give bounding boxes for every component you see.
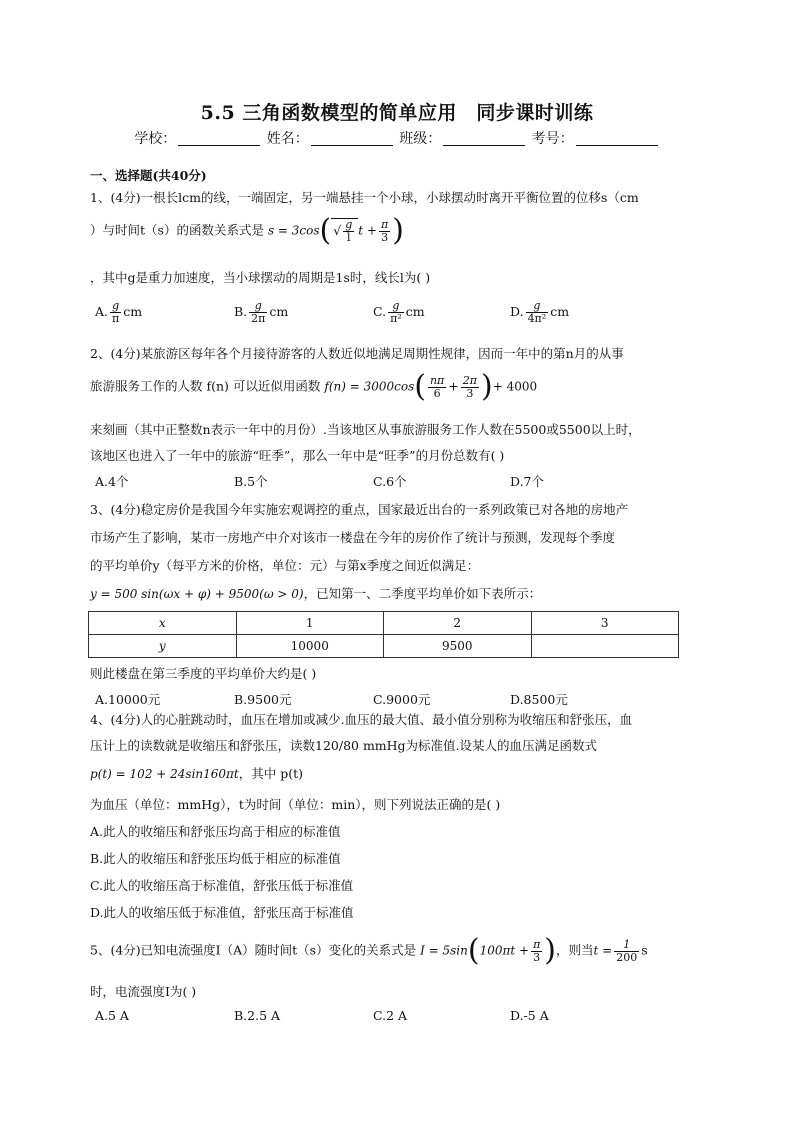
exam-no-blank[interactable]: [576, 131, 658, 146]
q5-formula-close-paren: ): [544, 933, 557, 968]
q1-option-c-num: g: [388, 300, 404, 313]
q2-option-b[interactable]: B.5个: [234, 474, 268, 489]
q1-formula-pi-over-3: $\frac{\pi}{3}$: [380, 217, 389, 244]
class-blank[interactable]: [443, 131, 525, 146]
q1-option-d-num: g: [526, 300, 549, 313]
q4-line-4: 为血压（单位：mmHg），t为时间（单位：min），则下列说法正确的是( ): [90, 797, 501, 812]
school-label: 学校：: [134, 131, 177, 147]
q1-option-c-label: C.: [373, 304, 387, 319]
table-cell: [531, 635, 679, 658]
q5-formula-lhs: I = 5sin: [420, 943, 468, 958]
q5-t-num: 1: [614, 939, 639, 952]
q5-option-a[interactable]: A.5 A: [95, 1008, 129, 1023]
table-row: [89, 612, 679, 635]
q1-option-c-den: π²: [390, 312, 402, 325]
q5-line-1-mid: ，则当: [556, 942, 594, 958]
q4-line-3-text: ，其中 p(t): [238, 766, 304, 781]
q3-option-a[interactable]: A.10000元: [95, 692, 161, 707]
q1-option-d-label: D.: [510, 304, 524, 319]
class-label: 班级：: [399, 131, 442, 147]
student-info-line: [0, 128, 794, 148]
q2-formula-frac-2: $\frac{2\pi}{3}$: [462, 373, 477, 400]
q5-t-frac: [614, 939, 639, 964]
q1-option-a-label: A.: [95, 304, 109, 319]
q3-formula: y = 500 sin(ωx + φ) + 9500(ω > 0): [90, 587, 304, 601]
page-title: 5.5 三角函数模型的简单应用 同步课时训练: [200, 102, 594, 124]
q4-line-1: 4、(4分)人的心脏跳动时，血压在增加或减少.血压的最大值、最小值分别称为收缩压和舒张压，血: [90, 712, 633, 727]
q3-line-3: 的平均单价y（每平方米的价格，单位：元）与第x季度之间近似满足：: [90, 558, 480, 573]
q2-formula-open-paren: (: [414, 369, 426, 404]
q5-formula-arg: 100πt +: [479, 943, 530, 958]
q1-formula-t: t +: [358, 223, 377, 238]
q2-formula-lhs: f(n) = 3000cos: [324, 379, 415, 394]
q1-option-b-unit: cm: [269, 304, 289, 319]
q1-formula-open-paren: (: [319, 213, 332, 248]
q3-price-table: [88, 611, 679, 658]
table-cell: 3: [531, 612, 679, 635]
table-row: [89, 635, 679, 658]
q2-formula-frac-1: $\frac{n\pi}{6}$: [429, 373, 445, 400]
q1-option-b-num: g: [249, 300, 267, 313]
q5-t-den: 200: [616, 950, 638, 964]
q5-t-unit: s: [641, 942, 648, 958]
q2-line-1: 2、(4分)某旅游区每年各个月接待游客的人数近似地满足周期性规律，因而一年中的第n月的从事: [90, 346, 624, 361]
q4-formula: p(t) = 102 + 24sin160πt: [90, 767, 239, 781]
q4-option-d[interactable]: D.此人的收缩压低于标准值，舒张压高于标准值: [90, 905, 354, 920]
q2-line-3: 来刻画（其中正整数n表示一年中的月份）.当该地区从事旅游服务工作人数在5500或5500以上时，: [90, 422, 641, 437]
q2-formula-close-paren: ): [481, 369, 493, 404]
table-cell: 10000: [236, 635, 384, 658]
q1-formula-lhs: s = 3cos: [267, 223, 320, 238]
q1-option-d-den: 4π²: [527, 312, 547, 325]
q2-line-2: 旅游服务工作的人数 f(n) 可以近似用函数 f(n) = 3000cos( $\frac{n\pi}{6}$ + $\frac{2\pi}{3}$ )+ 4000: [90, 369, 538, 404]
q3-option-d[interactable]: D.8500元: [510, 692, 568, 707]
section-heading: 一、选择题(共40分): [90, 168, 207, 183]
q4-line-3: [90, 764, 303, 782]
q5-option-b[interactable]: B.2.5 A: [234, 1008, 281, 1023]
q5-option-d[interactable]: D.-5 A: [510, 1008, 549, 1023]
table-cell: y: [89, 635, 237, 658]
q1-option-d[interactable]: [510, 300, 569, 325]
q4-option-b[interactable]: B.此人的收缩压和舒张压均低于相应的标准值: [90, 851, 341, 866]
q1-formula-sqrt: √ $\frac{g}{l}$: [331, 218, 358, 244]
q5-line-1-text: 5、(4分)已知电流强度I（A）随时间t（s）变化的关系式是: [90, 942, 417, 958]
q4-option-c[interactable]: C.此人的收缩压高于标准值，舒张压低于标准值: [90, 878, 354, 893]
q2-option-d[interactable]: D.7个: [510, 474, 545, 489]
q1-option-a-num: g: [110, 300, 121, 313]
q5-formula-pi-over-3: $\frac{\pi}{3}$: [533, 937, 541, 964]
q3-line-1: 3、(4分)稳定房价是我国今年实施宏观调控的重点，国家最近出台的一系列政策已对各地的房地产: [90, 502, 629, 517]
q5-line-2: 时，电流强度I为( ): [90, 984, 197, 999]
q1-line-2-text: ）与时间t（s）的函数关系式是: [90, 222, 264, 238]
q5-formula-open-paren: (: [467, 933, 480, 968]
q1-option-b-den: 2π: [251, 312, 266, 325]
name-blank[interactable]: [311, 131, 393, 146]
q3-option-b[interactable]: B.9500元: [234, 692, 292, 707]
q1-formula-close-paren: ): [392, 213, 404, 248]
q1-line-1: 1、(4分)一根长lcm的线，一端固定，另一端悬挂一个小球，小球摆动时离开平衡位置的位移s（cm: [90, 190, 639, 205]
q1-option-a-den: π: [112, 312, 120, 325]
q2-option-a[interactable]: A.4个: [95, 474, 129, 489]
table-cell: x: [89, 612, 237, 635]
q3-line-4: [90, 584, 541, 602]
q2-formula-rhs: + 4000: [492, 379, 538, 394]
q1-option-a[interactable]: [95, 300, 142, 325]
q1-option-a-unit: cm: [123, 304, 143, 319]
q5-option-c[interactable]: C.2 A: [373, 1008, 408, 1023]
table-cell: 1: [236, 612, 384, 635]
q4-line-2: 压计上的读数就是收缩压和舒张压，读数120/80 mmHg为标准值.设某人的血压满足函数式: [90, 738, 598, 753]
name-label: 姓名：: [266, 131, 309, 147]
q3-line-4-text: ，已知第一、二季度平均单价如下表所示：: [303, 586, 542, 601]
q2-line-4: 该地区也进入了一年中的旅游“旺季”，那么一年中是“旺季”的月份总数有( ): [90, 448, 505, 463]
q2-option-c[interactable]: C.6个: [373, 474, 407, 489]
table-cell: 2: [384, 612, 532, 635]
q3-line-5: 则此楼盘在第三季度的平均单价大约是( ): [90, 666, 317, 681]
q5-line-1: [90, 933, 648, 968]
q3-option-c[interactable]: C.9000元: [373, 692, 431, 707]
q1-option-d-unit: cm: [550, 304, 570, 319]
q3-line-2: 市场产生了影响，某市一房地产中介对该市一楼盘在今年的房价作了统计与预测，发现每个季度: [90, 530, 616, 545]
q1-option-c[interactable]: [373, 300, 425, 325]
q1-line-3: ，其中g是重力加速度，当小球摆动的周期是1s时，线长l为( ): [90, 270, 431, 285]
q1-line-2: [90, 213, 404, 248]
table-cell: 9500: [384, 635, 532, 658]
q5-t-lhs: t =: [593, 943, 613, 958]
exam-no-label: 考号：: [531, 131, 574, 147]
school-blank[interactable]: [178, 131, 260, 146]
q4-option-a[interactable]: A.此人的收缩压和舒张压均高于相应的标准值: [90, 824, 341, 839]
q1-option-c-unit: cm: [405, 304, 425, 319]
q2-line-2-text: 旅游服务工作的人数 f(n) 可以近似用函数: [90, 378, 321, 394]
q1-option-b[interactable]: [234, 300, 288, 325]
q1-option-b-label: B.: [234, 304, 248, 319]
